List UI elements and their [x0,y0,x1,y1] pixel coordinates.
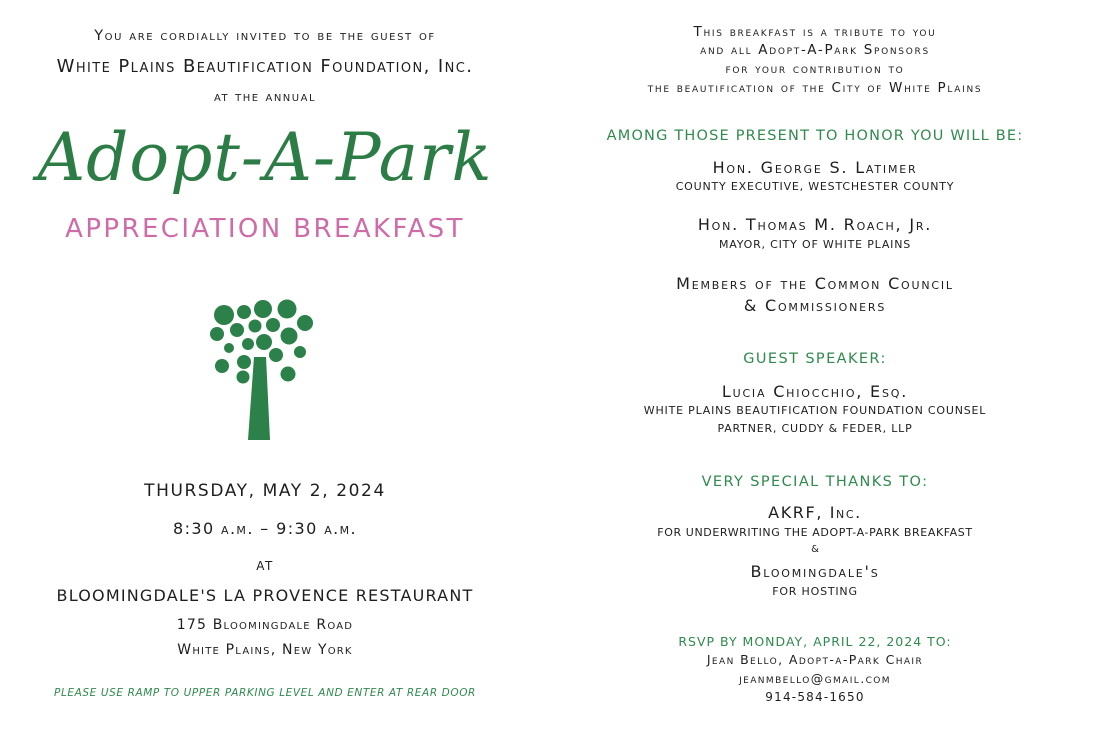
sponsor-2-note: FOR HOSTING [772,585,858,598]
rsvp-phone: 914-584-1650 [765,690,865,704]
invite-line-3: at the annual [213,89,317,105]
venue-name: BLOOMINGDALE'S LA PROVENCE RESTAURANT [56,586,474,605]
sponsor-2-name: Bloomingdale's [750,562,880,581]
honoree-2-title: MAYOR, CITY OF WHITE PLAINS [718,238,912,251]
honoree-2-name: Hon. Thomas M. Roach, Jr. [697,215,933,234]
speaker-heading: GUEST SPEAKER: [743,351,887,367]
event-subtitle: APPRECIATION BREAKFAST [65,214,465,244]
tree-icon [200,295,325,445]
invitation-right-panel [555,0,1075,732]
tribute-line-2: and all Adopt-A-Park Sponsors [700,42,930,58]
event-title: Adopt-A-Park [37,119,493,196]
invitation-left-panel [0,0,530,732]
speaker-name: Lucia Chiocchio, Esq. [721,382,909,401]
thanks-heading: VERY SPECIAL THANKS TO: [701,474,929,490]
at-label: AT [256,559,274,573]
venue-address-line-2: White Plains, New York [177,642,353,658]
speaker-title-1: WHITE PLAINS BEAUTIFICATION FOUNDATION COUNSEL [643,404,987,417]
venue-address-line-1: 175 Bloomingdale Road [176,617,354,633]
sponsor-1-note: FOR UNDERWRITING THE ADOPT-A-PARK BREAKFAST [657,526,973,539]
event-date: THURSDAY, MAY 2, 2024 [144,481,386,501]
council-line-1: Members of the Common Council [676,274,954,293]
tribute-line-4: the beautification of the City of White Plains [647,80,983,96]
honoree-1-name: Hon. George S. Latimer [712,158,918,177]
speaker-title-2: PARTNER, CUDDY & FEDER, LLP [717,422,913,435]
rsvp-heading: RSVP BY MONDAY, APRIL 22, 2024 TO: [678,634,952,649]
parking-note: PLEASE USE RAMP TO UPPER PARKING LEVEL AND ENTER AT REAR DOOR [54,687,476,699]
ampersand: & [811,544,819,555]
foundation-name: White Plains Beautification Foundation, Inc. [56,56,474,77]
honoree-1-title: COUNTY EXECUTIVE, WESTCHESTER COUNTY [675,180,955,193]
event-time: 8:30 a.m. – 9:30 a.m. [173,519,357,538]
rsvp-contact: Jean Bello, Adopt-a-Park Chair [706,652,924,667]
rsvp-email: jeanmbello@gmail.com [739,671,891,686]
tribute-line-3: for your contribution to [725,61,905,77]
invite-line-1: You are cordially invited to be the guest of [94,28,436,44]
honor-heading: AMONG THOSE PRESENT TO HONOR YOU WILL BE: [606,128,1024,144]
tribute-line-1: This breakfast is a tribute to you [693,24,937,40]
sponsor-1-name: AKRF, Inc. [768,503,862,522]
council-line-2: & Commissioners [743,296,887,315]
